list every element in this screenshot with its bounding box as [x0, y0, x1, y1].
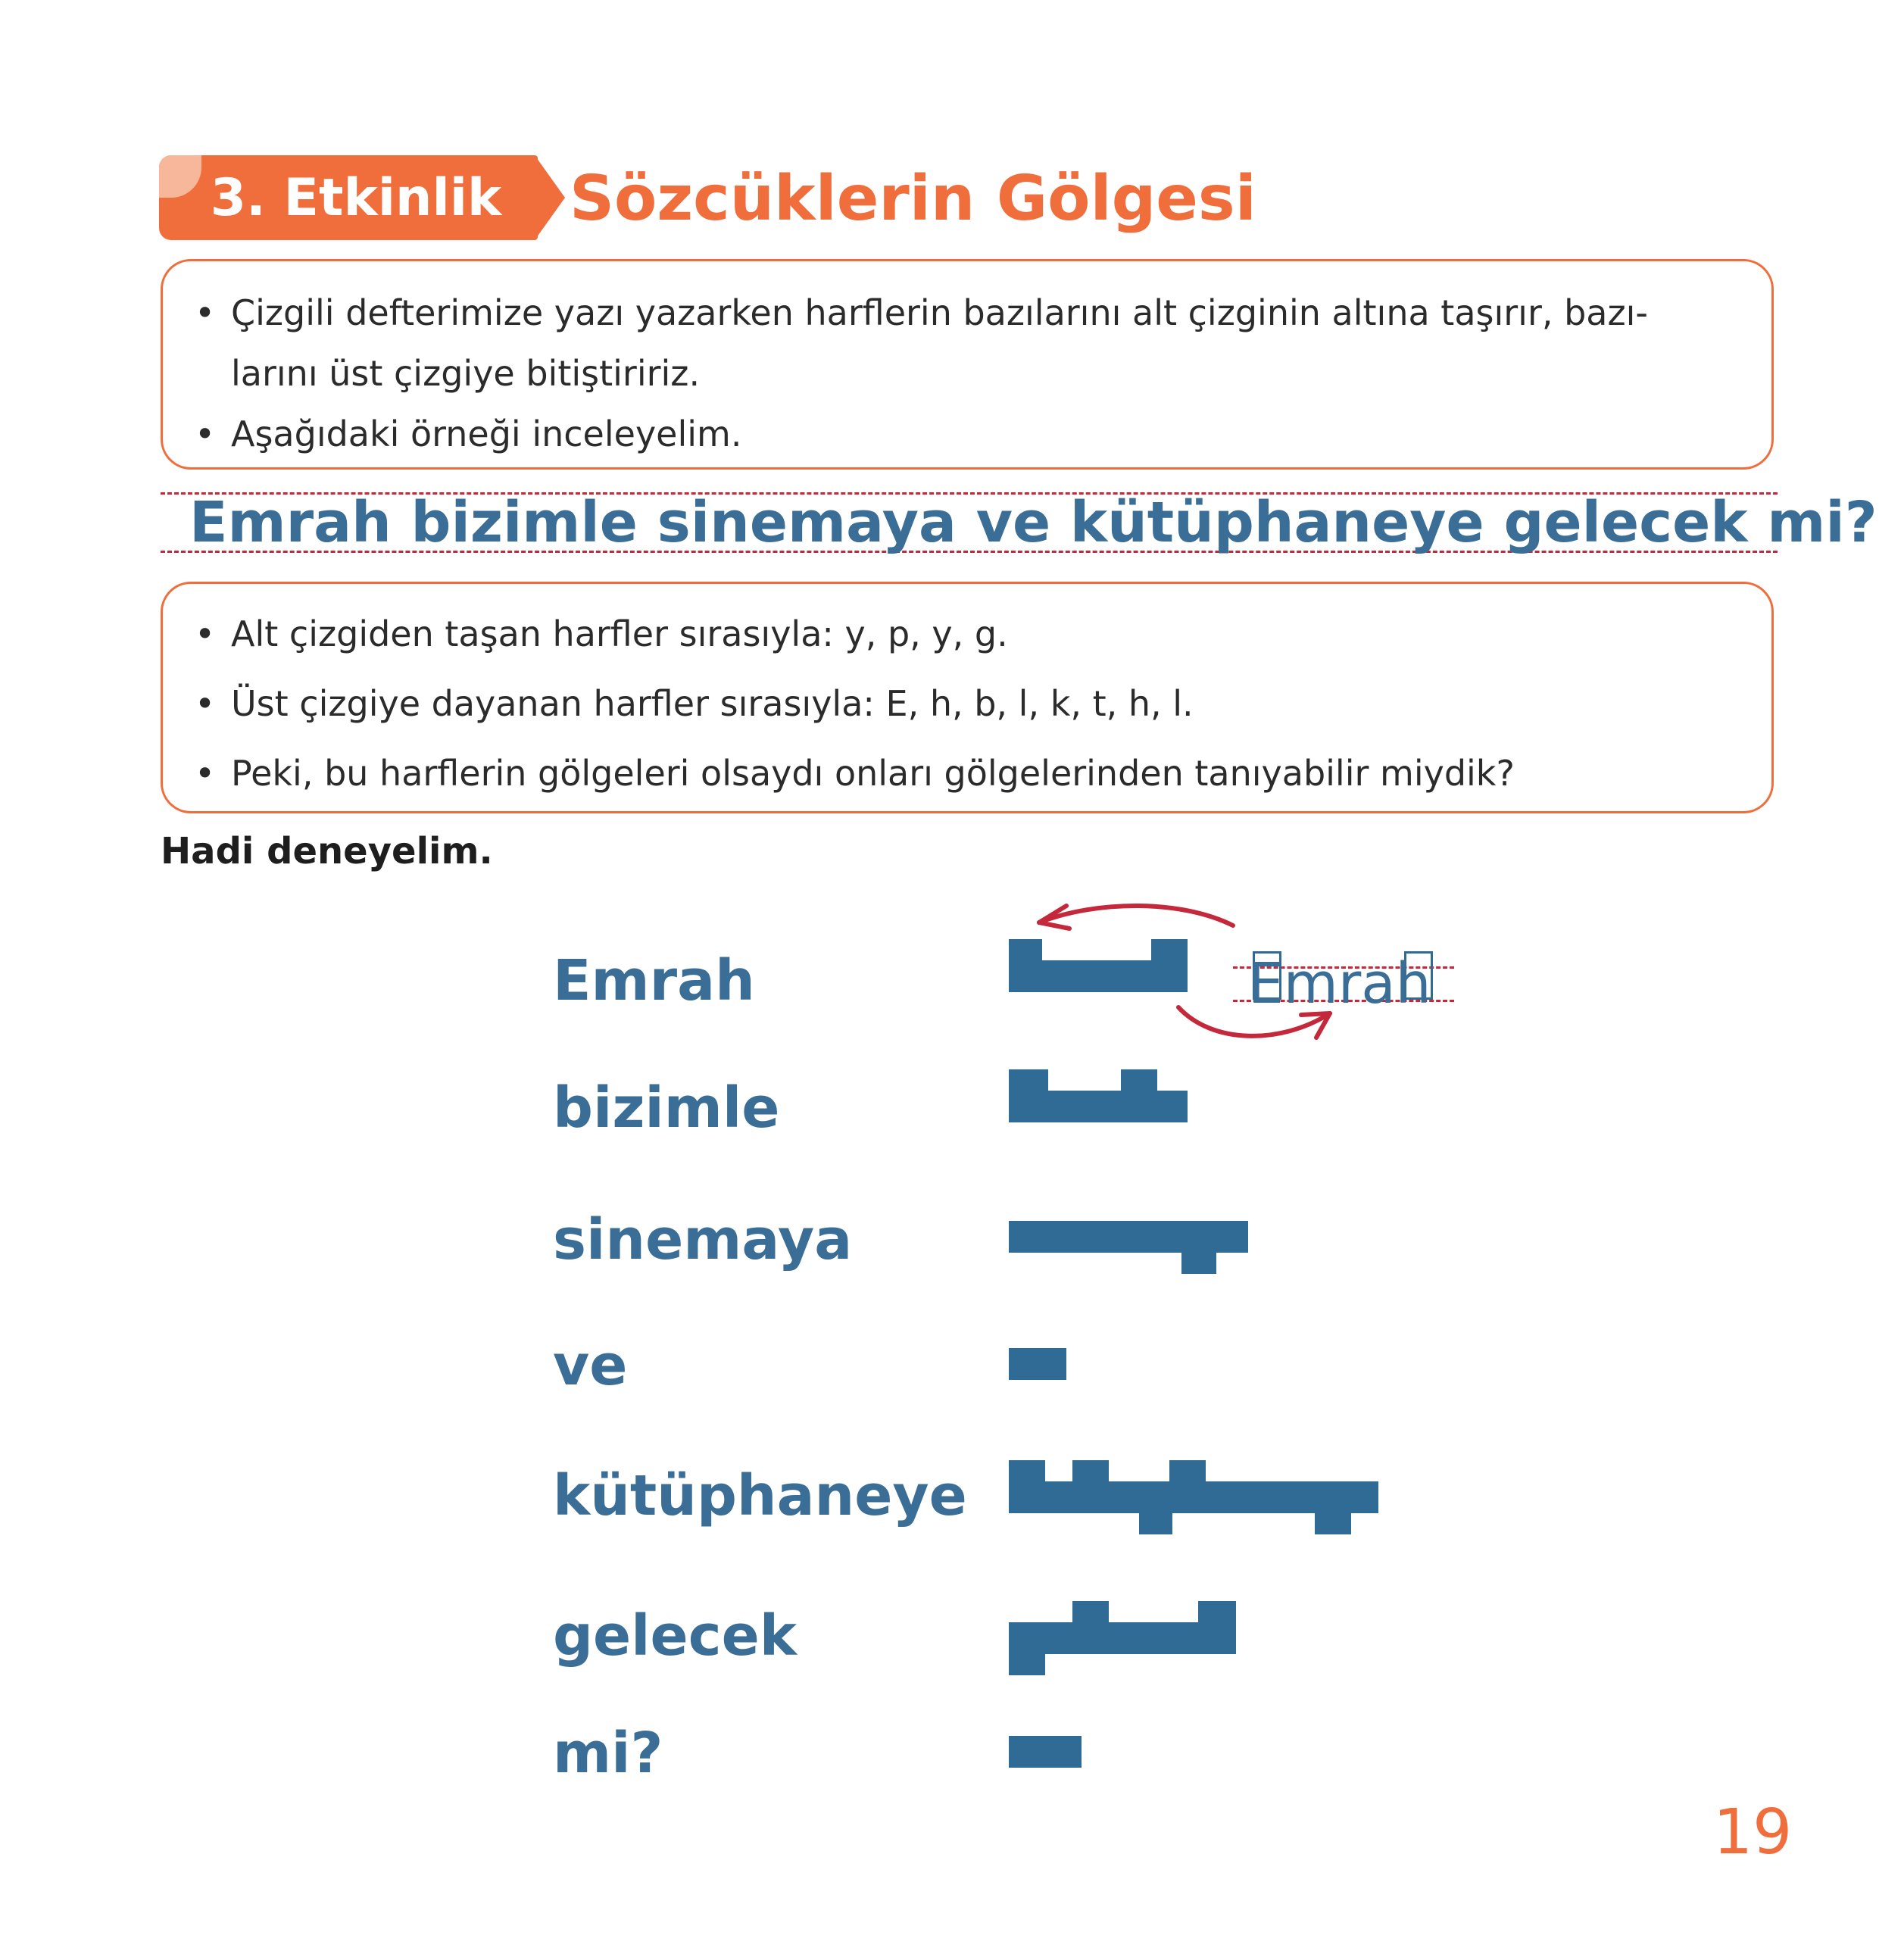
info-bullet: • Alt çizgiden taşan harfler sırasıyla: y, p, y, g. — [231, 599, 1726, 669]
shadow-sinemaya — [1009, 1221, 1248, 1274]
shadow-mi — [1009, 1736, 1082, 1768]
activity-badge-label: 3. Etkinlik — [210, 167, 502, 228]
word-item: bizimle — [553, 1075, 780, 1141]
word-item: Emrah — [553, 948, 755, 1013]
word-item: mi? — [553, 1721, 663, 1786]
page-number: 19 — [1713, 1796, 1793, 1868]
shadow-bizimle — [1009, 1069, 1188, 1122]
shadow-emrah — [1009, 939, 1188, 992]
arrow-top-icon — [1039, 906, 1233, 925]
shadow-ve — [1009, 1348, 1066, 1380]
activity-title: Sözcüklerin Gölgesi — [570, 163, 1256, 235]
info-bullet: • Peki, bu harflerin gölgeleri olsaydı onları gölgelerinden tanıyabilir miydik? — [231, 738, 1726, 808]
word-item: ve — [553, 1333, 628, 1398]
word-item: gelecek — [553, 1603, 797, 1668]
word-item: sinemaya — [553, 1207, 853, 1272]
prompt-text: Hadi deneyelim. — [161, 830, 493, 872]
info-bullet: • Üst çizgiye dayanan harfler sırasıyla: E, h, b, l, k, t, h, l. — [231, 669, 1726, 738]
shadow-gelecek — [1009, 1601, 1236, 1675]
intro-bullet: • Çizgili defterimize yazı yazarken harflerin bazılarını alt çizginin altına taşırır, bazı-larını üst çizgiye bitiştiririz. — [231, 282, 1726, 404]
shadow-kutuphaneye — [1009, 1460, 1378, 1534]
example-word: Emrah — [1248, 951, 1431, 1016]
intro-bullet: • Aşağıdaki örneği inceleyelim. — [231, 404, 1726, 464]
example-sentence: Emrah bizimle sinemaya ve kütüphaneye gelecek mi? — [189, 490, 1877, 555]
word-item: kütüphaneye — [553, 1463, 967, 1528]
